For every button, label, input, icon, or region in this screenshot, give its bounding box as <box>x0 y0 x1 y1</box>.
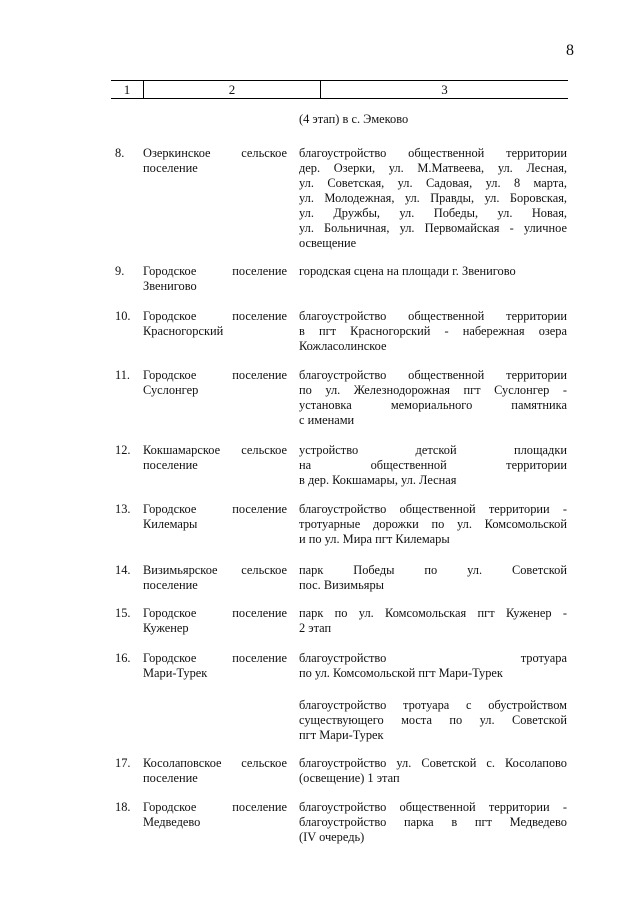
project-description <box>299 443 567 488</box>
project-description <box>299 502 567 547</box>
row-number: 15. <box>115 606 131 620</box>
municipality-name <box>143 264 293 294</box>
description-line: по ул. Комсомольской пгт Мари-Турек <box>299 666 503 680</box>
table-row <box>115 264 567 294</box>
project-description <box>299 264 567 279</box>
description-line: и по ул. Мира пгт Килемары <box>299 532 450 546</box>
municipality-word: Визимьярское <box>143 563 218 577</box>
row-number: 9. <box>115 264 125 278</box>
municipality-line-2: поселение <box>143 578 198 592</box>
municipality-word: Городское <box>143 264 197 278</box>
municipality-line-2: Звенигово <box>143 279 197 293</box>
municipality-name <box>143 146 293 176</box>
description-paragraph <box>299 698 567 743</box>
description-paragraph <box>299 800 567 845</box>
description-paragraph <box>299 651 567 681</box>
row-number: 11. <box>115 368 131 382</box>
description-line: устройство детской площадки <box>299 443 567 457</box>
municipality-line-2: Куженер <box>143 621 189 635</box>
row-number: 16. <box>115 651 131 665</box>
description-paragraph <box>299 606 567 636</box>
municipality-line-1 <box>143 309 287 324</box>
table-row <box>115 756 567 786</box>
description-line: Кожласолинское <box>299 339 387 353</box>
municipality-name <box>143 443 293 473</box>
row-number: 10. <box>115 309 131 323</box>
description-line: дер. Озерки, ул. М.Матвеева, ул. Лесная, <box>299 161 567 175</box>
project-description <box>299 146 567 251</box>
description-paragraph <box>299 368 567 428</box>
table-header <box>111 80 568 99</box>
municipality-line-1 <box>143 606 287 621</box>
municipality-word: Городское <box>143 368 197 382</box>
description-paragraph <box>299 443 567 488</box>
municipality-word: Озеркинское <box>143 146 211 160</box>
municipality-word: поселение <box>232 800 287 814</box>
description-line: парк Победы по ул. Советской <box>299 563 567 577</box>
table-row <box>115 563 567 593</box>
row-number: 13. <box>115 502 131 516</box>
description-line: в пгт Красногорский - набережная озера <box>299 324 567 338</box>
description-line: благоустройство тротуара с обустройством <box>299 698 567 712</box>
header-col-2: 2 <box>144 81 321 98</box>
municipality-line-1 <box>143 443 287 458</box>
municipality-word: поселение <box>232 368 287 382</box>
row-number: 14. <box>115 563 131 577</box>
description-paragraph <box>299 756 567 786</box>
municipality-name <box>143 563 293 593</box>
municipality-word: Городское <box>143 606 197 620</box>
row-number: 8. <box>115 146 125 160</box>
description-line: пос. Визимьяры <box>299 578 384 592</box>
municipality-word: Косолаповское <box>143 756 222 770</box>
project-description <box>299 756 567 786</box>
municipality-line-1 <box>143 502 287 517</box>
description-line: благоустройство парка в пгт Медведево <box>299 815 567 829</box>
municipality-word: сельское <box>241 563 287 577</box>
municipality-word: поселение <box>232 264 287 278</box>
municipality-word: Кокшамарское <box>143 443 221 457</box>
municipality-line-2: поселение <box>143 161 198 175</box>
municipality-word: сельское <box>241 756 287 770</box>
table-row <box>115 146 567 251</box>
table-row <box>115 309 567 354</box>
municipality-line-1 <box>143 800 287 815</box>
description-line: по ул. Железнодорожная пгт Суслонгер - <box>299 383 567 397</box>
table-row <box>115 443 567 488</box>
municipality-line-1 <box>143 368 287 383</box>
municipality-word: поселение <box>232 651 287 665</box>
table-row <box>115 800 567 845</box>
description-line: 2 этап <box>299 621 332 635</box>
description-line: в дер. Кокшамары, ул. Лесная <box>299 473 457 487</box>
municipality-name <box>143 309 293 339</box>
description-line: благоустройство общественной территории <box>299 309 567 323</box>
municipality-name <box>143 756 293 786</box>
description-paragraph <box>299 309 567 354</box>
continuation-text: (4 этап) в с. Эмеково <box>299 112 409 126</box>
description-line: благоустройство общественной территории <box>299 368 567 382</box>
description-line: ул. Советская, ул. Садовая, ул. 8 марта, <box>299 176 567 190</box>
table-row <box>115 606 567 636</box>
municipality-word: Городское <box>143 651 197 665</box>
description-line: с именами <box>299 413 355 427</box>
description-line: (IV очередь) <box>299 830 365 844</box>
description-line: существующего моста по ул. Советской <box>299 713 567 727</box>
description-line: ул. Больничная, ул. Первомайская - уличное <box>299 221 567 235</box>
description-line: парк по ул. Комсомольская пгт Куженер - <box>299 606 567 620</box>
description-line: установка мемориального памятника <box>299 398 567 412</box>
project-description <box>299 606 567 636</box>
header-col-1: 1 <box>111 81 144 98</box>
municipality-line-1 <box>143 651 287 666</box>
project-description <box>299 651 567 743</box>
municipality-word: сельское <box>241 443 287 457</box>
municipality-word: поселение <box>232 502 287 516</box>
municipality-word: Городское <box>143 309 197 323</box>
municipality-name <box>143 502 293 532</box>
municipality-line-1 <box>143 756 287 771</box>
table-row <box>115 502 567 547</box>
header-col-3: 3 <box>441 82 448 97</box>
description-line: городская сцена на площади г. Звенигово <box>299 264 516 278</box>
description-line: ул. Молодежная, ул. Правды, ул. Боровская, <box>299 191 567 205</box>
description-line: пгт Мари-Турек <box>299 728 384 742</box>
description-paragraph <box>299 146 567 251</box>
description-paragraph <box>299 264 567 279</box>
municipality-name <box>143 800 293 830</box>
municipality-line-2: поселение <box>143 458 198 472</box>
project-description <box>299 563 567 593</box>
row-number: 18. <box>115 800 131 814</box>
description-line: ул. Дружбы, ул. Победы, ул. Новая, <box>299 206 567 220</box>
description-line: благоустройство общественной территории - <box>299 800 567 814</box>
municipality-name <box>143 606 293 636</box>
municipality-line-2: Килемары <box>143 517 198 531</box>
description-line: благоустройство ул. Советской с. Косолапово <box>299 756 567 770</box>
project-description <box>299 800 567 845</box>
municipality-line-1 <box>143 264 287 279</box>
municipality-line-1 <box>143 563 287 578</box>
municipality-word: Городское <box>143 502 197 516</box>
description-line: (освещение) 1 этап <box>299 771 400 785</box>
description-line: тротуарные дорожки по ул. Комсомольской <box>299 517 567 531</box>
row-number: 12. <box>115 443 131 457</box>
municipality-line-2: Медведево <box>143 815 201 829</box>
project-description <box>299 368 567 428</box>
description-paragraph <box>299 502 567 547</box>
description-line: освещение <box>299 236 357 250</box>
table-row <box>115 368 567 428</box>
municipality-word: поселение <box>232 606 287 620</box>
municipality-line-2: Красногорский <box>143 324 224 338</box>
page-number: 8 <box>566 42 574 59</box>
description-line: благоустройство общественной территории <box>299 146 567 160</box>
description-line: благоустройство тротуара <box>299 651 567 665</box>
municipality-name <box>143 651 293 681</box>
municipality-line-2: Мари-Турек <box>143 666 208 680</box>
row-number: 17. <box>115 756 131 770</box>
municipality-line-2: поселение <box>143 771 198 785</box>
municipality-name <box>143 368 293 398</box>
municipality-line-2: Суслонгер <box>143 383 199 397</box>
project-description <box>299 309 567 354</box>
description-line: благоустройство общественной территории - <box>299 502 567 516</box>
municipality-line-1 <box>143 146 287 161</box>
municipality-word: сельское <box>241 146 287 160</box>
table-row <box>115 651 567 743</box>
municipality-word: поселение <box>232 309 287 323</box>
description-paragraph <box>299 563 567 593</box>
municipality-word: Городское <box>143 800 197 814</box>
description-line: на общественной территории <box>299 458 567 472</box>
